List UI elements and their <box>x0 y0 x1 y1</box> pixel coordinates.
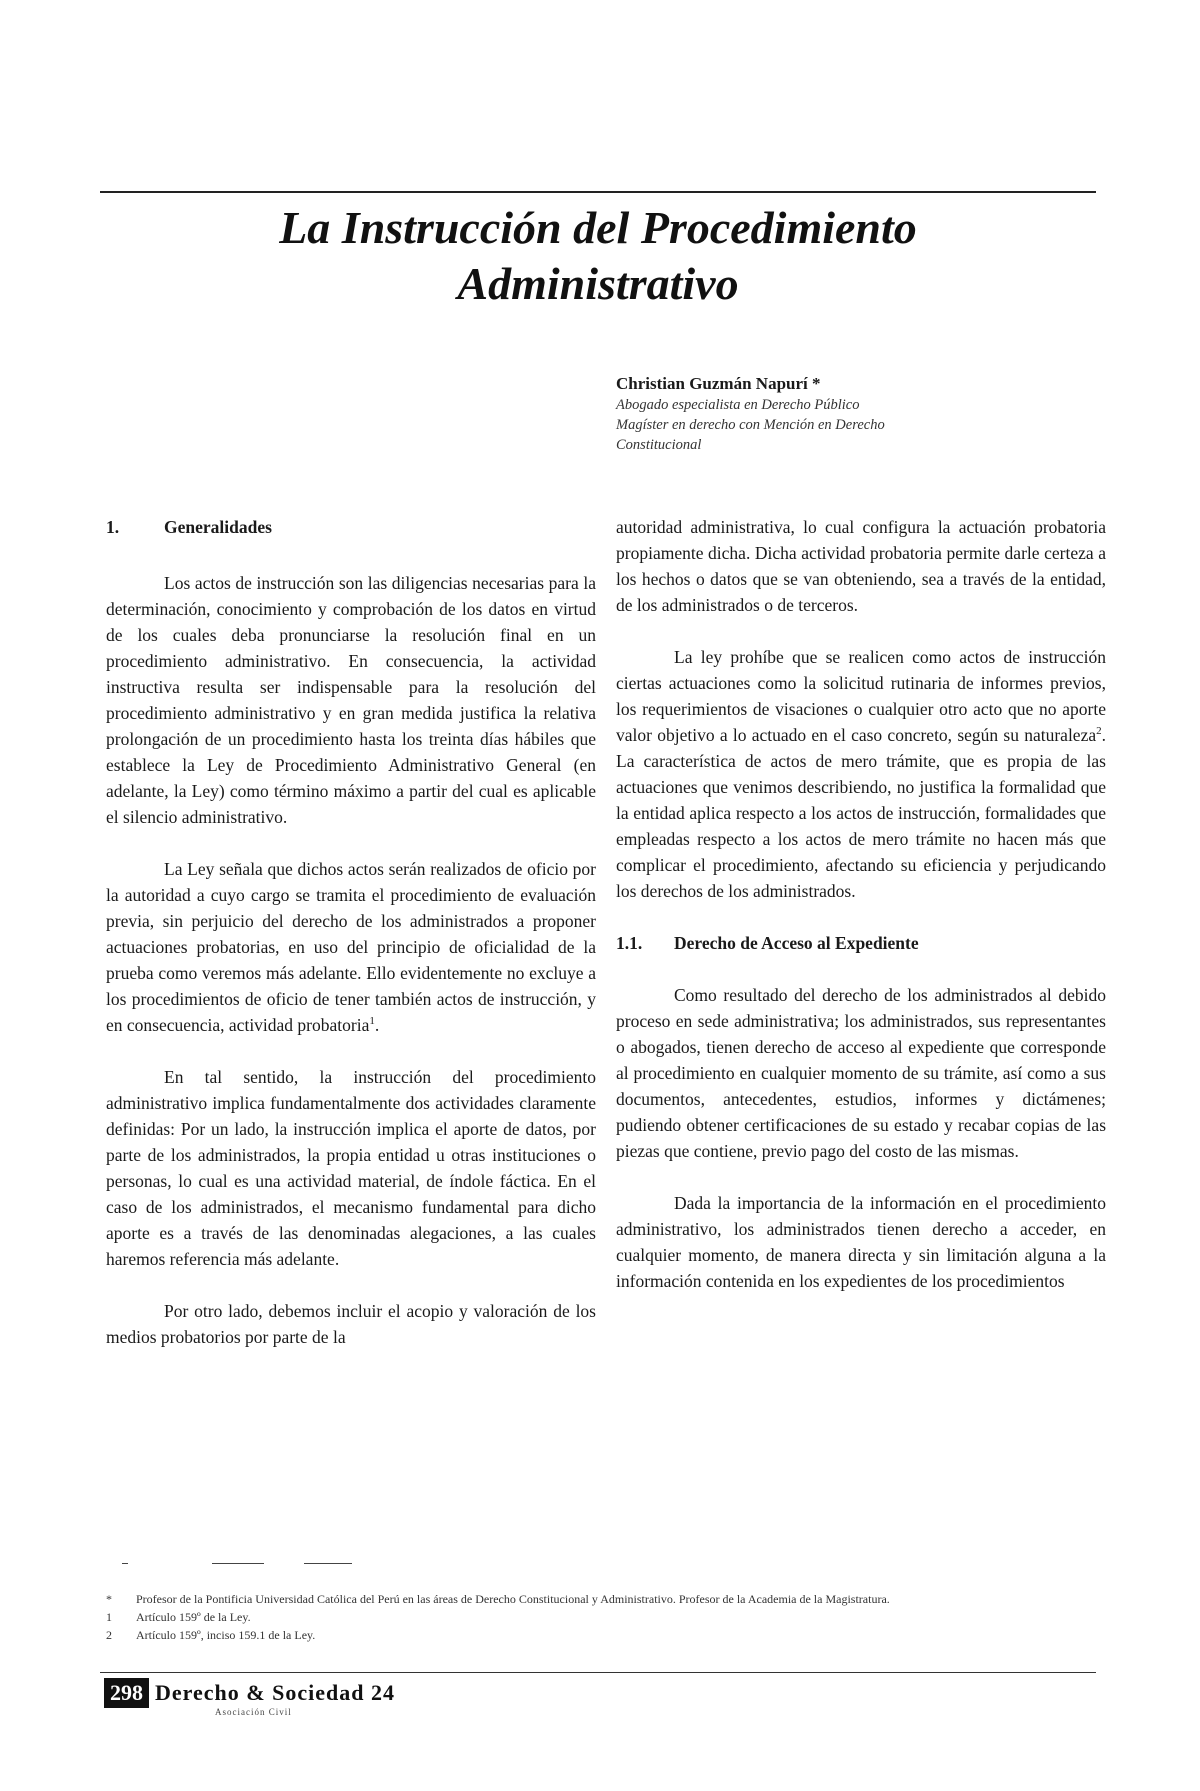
footnote <box>106 1590 1096 1608</box>
paragraph-text: La Ley señala que dichos actos serán realizados de oficio por la autoridad a cuyo cargo se tramita el procedimiento de evaluación previa, sin perjuicio del derecho de los administrados a proponer actuaciones probatorias, en uso del principio de oficialidad de la prueba como veremos más adelante. Ello evidentemente no excluye a los procedimientos de oficio de tener también actos de instrucción, y en consecuencia, actividad probatoria <box>106 859 596 1035</box>
body-paragraph: autoridad administrativa, lo cual configura la actuación probatoria propiamente dicha. Dicha actividad probatoria permite darle certeza a los hechos o datos que se van obteniendo, sea a través de la entidad, de los administrados o de terceros. <box>616 517 1106 615</box>
article-title <box>100 200 1096 312</box>
section-title: Generalidades <box>164 517 272 537</box>
separator-dash <box>212 1563 264 1564</box>
affiliation-line: Magíster en derecho con Mención en Derecho <box>616 417 885 433</box>
footnote-text: Artículo 159º, inciso 159.1 de la Ley. <box>136 1628 316 1642</box>
separator-dash <box>304 1563 352 1564</box>
title-line-1: La Instrucción del Procedimiento <box>279 202 917 253</box>
author-name: Christian Guzmán Napurí * <box>616 374 821 393</box>
page-number: 298 <box>104 1678 149 1708</box>
section-heading <box>106 514 596 540</box>
journal-name <box>155 1678 395 1708</box>
body-paragraph: Los actos de instrucción son las diligencias necesarias para la determinación, conocimiento y comprobación de los datos en virtud de los cuales deba pronunciarse la resolución final en un procedimiento administrativo. En consecuencia, la actividad instructiva resulta ser indispensable para la resolución del procedimiento administrativo y en gran medida justifica la relativa prolongación de un procedimiento hasta los treinta días hábiles que establece la Ley de Procedimiento Administrativo General (en adelante, la Ley) como término máximo a partir del cual es aplicable el silencio administrativo. <box>106 573 596 827</box>
title-line-2: Administrativo <box>457 258 739 309</box>
footer-rule <box>100 1672 1096 1673</box>
paragraph-text: La ley prohíbe que se realicen como actos de instrucción ciertas actuaciones como la solicitud rutinaria de informes previos, los requerimientos de visaciones o cualquier otro acto que no aporte valor objetivo a lo actuado en el caso concreto, según su naturaleza <box>616 647 1106 745</box>
body-paragraph: Como resultado del derecho de los administrados al debido proceso en sede administrativa; los administrados, sus representantes o abogados, tienen derecho de acceso al expediente que corresponde al procedimiento en cualquier momento de su trámite, así como a sus documentos, antecedentes, estudios, informes y dictámenes; pudiendo obtener certificaciones de su estado y recabar copias de las piezas que contiene, previo pago del costo de las mismas. <box>616 985 1106 1161</box>
right-column <box>616 514 1106 1320</box>
section-number: 1. <box>106 517 120 537</box>
body-paragraph: Dada la importancia de la información en el procedimiento administrativo, los administrados tienen derecho a acceder, en cualquier momento, de manera directa y sin limitación alguna a la información contenida en los expedientes de los procedimientos <box>616 1193 1106 1291</box>
journal-title: Derecho & Sociedad <box>155 1680 365 1705</box>
footnote-mark: 2 <box>106 1628 112 1642</box>
footnote-ref[interactable]: 2 <box>1096 725 1102 738</box>
top-rule <box>100 191 1096 193</box>
subsection-title: Derecho de Acceso al Expediente <box>674 933 919 953</box>
subsection-number: 1.1. <box>616 933 643 953</box>
paragraph-tail: . <box>374 1015 380 1035</box>
left-column <box>106 514 596 1376</box>
body-paragraph <box>616 644 1106 904</box>
footnotes <box>106 1590 1096 1644</box>
affiliation-line: Abogado especialista en Derecho Público <box>616 397 860 413</box>
footnote-separator <box>122 1563 352 1565</box>
affiliation-line: Constitucional <box>616 437 702 453</box>
subsection-heading <box>616 930 1106 956</box>
footnote-mark: * <box>106 1592 112 1606</box>
footnote <box>106 1608 1096 1626</box>
body-paragraph <box>106 856 596 1038</box>
footnote <box>106 1626 1096 1644</box>
body-paragraph: Por otro lado, debemos incluir el acopio y valoración de los medios probatorios por parte de la <box>106 1301 596 1347</box>
journal-issue: 24 <box>370 1680 395 1705</box>
separator-dash <box>122 1563 128 1564</box>
journal-subtitle: Asociación Civil <box>215 1707 292 1717</box>
byline <box>616 373 1036 455</box>
body-paragraph: En tal sentido, la instrucción del procedimiento administrativo implica fundamentalmente dos actividades claramente definidas: Por un lado, la instrucción implica el aporte de datos, por parte de los administrados, la propia entidad u otras instituciones o personas, lo cual es una actividad material, de índole fáctica. En el caso de los administrados, el mecanismo fundamental para dicho aporte es a través de las denominadas alegaciones, a las cuales haremos referencia más adelante. <box>106 1067 596 1269</box>
footnote-text: Artículo 159º de la Ley. <box>136 1610 251 1624</box>
paragraph-tail: . La característica de actos de mero trámite, que es propia de las actuaciones que venimos describiendo, no justifica la formalidad que la entidad aplica respecto a los actos de instrucción, formalidades que empleadas respecto a los actos de mero trámite no hacen más que complicar el procedimiento, afectando su eficiencia y perjudicando los derechos de los administrados. <box>616 725 1106 901</box>
footnote-mark: 1 <box>106 1610 112 1624</box>
footnote-text: Profesor de la Pontificia Universidad Católica del Perú en las áreas de Derecho Constitucional y Administrativo. Profesor de la Academia de la Magistratura. <box>136 1592 890 1606</box>
footnote-ref[interactable]: 1 <box>369 1015 375 1028</box>
